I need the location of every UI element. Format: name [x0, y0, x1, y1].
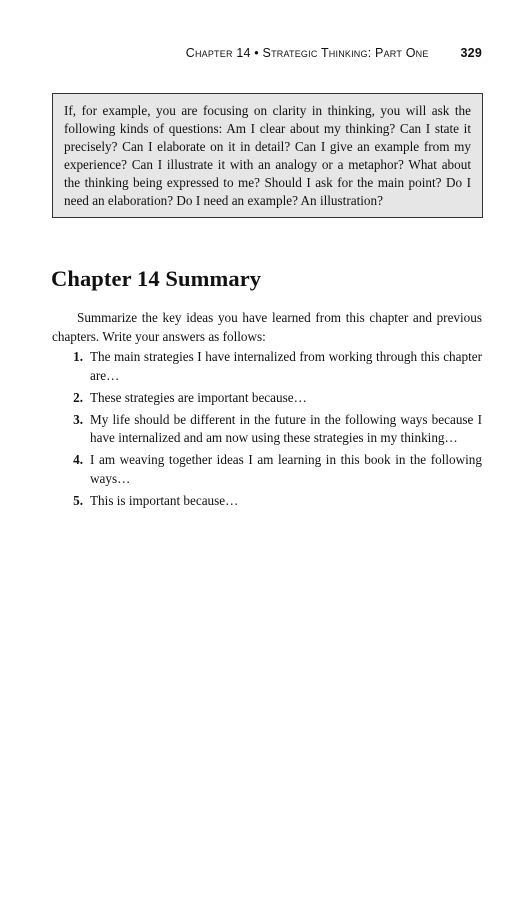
list-item-text: These strategies are important because…	[90, 389, 307, 405]
list-item	[52, 389, 482, 408]
callout-box	[52, 93, 483, 218]
running-head-title: Chapter 14 • Strategic Thinking: Part One	[185, 46, 429, 60]
list-item	[52, 411, 482, 448]
list-item-text: This is important because…	[90, 492, 239, 508]
list-item-number: 5.	[73, 492, 83, 508]
list-item-text: I am weaving together ideas I am learning in this book in the following ways…	[90, 452, 482, 486]
page-number: 329	[460, 46, 482, 60]
chapter-summary-heading: Chapter 14 Summary	[51, 266, 262, 291]
list-item-text: My life should be different in the future in the following ways because I have internalized and am now using these strategies in my thinking…	[90, 411, 482, 445]
list-item	[52, 348, 482, 385]
summary-intro: Summarize the key ideas you have learned from this chapter and previous chapters. Write your answers as follows:	[52, 310, 482, 344]
list-item-text: The main strategies I have internalized from working through this chapter are…	[90, 349, 482, 383]
callout-text: If, for example, you are focusing on clarity in thinking, you will ask the following kinds of questions: Am I clear about my thinking? Can I state it precisely? Can I elaborate on it in detail? Can I give an example from my experience? Can I illustrate it with an analogy or a metaphor? What about the thinking being expressed to me? Should I ask for the main point? Do I need an elaboration? Do I need an example? An illustration?	[64, 103, 471, 209]
list-item	[52, 451, 482, 488]
list-item-number: 4.	[73, 452, 83, 467]
running-head	[52, 46, 482, 66]
list-item	[52, 492, 482, 511]
summary-list	[52, 348, 482, 514]
list-item-number: 2.	[73, 389, 83, 405]
list-item-number: 1.	[73, 349, 83, 364]
list-item-number: 3.	[73, 411, 83, 427]
